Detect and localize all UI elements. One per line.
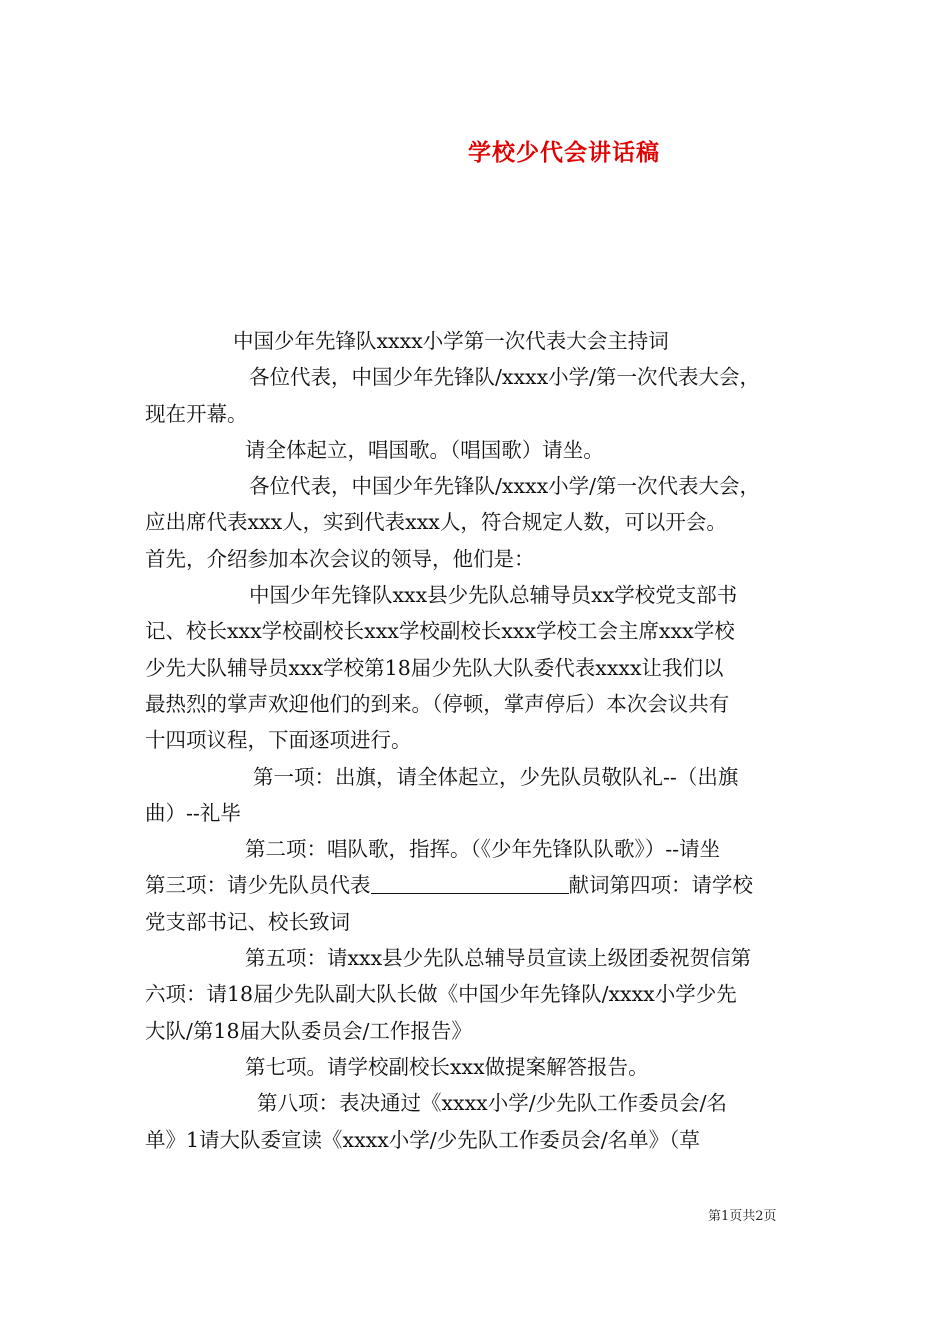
paragraph-line: 最热烈的掌声欢迎他们的到来。（停顿，掌声停后）本次会议共有 xyxy=(145,691,730,716)
line-text: 献词第四项：请学校 xyxy=(568,873,753,898)
paragraph-line: 第五项：请xxx县少先队总辅导员宣读上级团委祝贺信第 xyxy=(245,946,752,971)
line-text: 第三项：请少先队员代表 xyxy=(145,873,371,898)
paragraph-line: 曲）--礼毕 xyxy=(145,800,241,825)
paragraph-line: 各位代表，中国少年先锋队/xxxx小学/第一次代表大会， xyxy=(249,474,761,499)
paragraph-line: 应出席代表xxx人，实到代表xxx人，符合规定人数，可以开会。 xyxy=(145,510,727,535)
paragraph-line: 第七项。请学校副校长xxx做提案解答报告。 xyxy=(245,1054,649,1079)
paragraph-line: 请全体起立，唱国歌。（唱国歌）请坐。 xyxy=(245,437,604,462)
paragraph-line: 党支部书记、校长致词 xyxy=(145,909,350,934)
paragraph-line: 第二项：唱队歌，指挥。（《少年先锋队队歌》）--请坐 xyxy=(245,837,721,862)
paragraph-line: 第一项：出旗，请全体起立，少先队员敬队礼--（出旗 xyxy=(253,764,739,789)
paragraph-line: 单》1请大队委宣读《xxxx小学/少先队工作委员会/名单》（草 xyxy=(145,1127,700,1152)
paragraph-line: 大队/第18届大队委员会/工作报告》 xyxy=(145,1018,472,1043)
paragraph-line: 十四项议程，下面逐项进行。 xyxy=(145,728,412,753)
paragraph-line: 各位代表，中国少年先锋队/xxxx小学/第一次代表大会， xyxy=(249,365,761,390)
document-title: 学校少代会讲话稿 xyxy=(468,139,660,166)
paragraph-line: 六项：请18届少先队副大队长做《中国少年先锋队/xxxx小学少先 xyxy=(145,982,737,1007)
paragraph-line-with-blank xyxy=(145,867,810,903)
page-number: 第1页共2页 xyxy=(708,1209,777,1224)
paragraph-line: 少先大队辅导员xxx学校第18届少先队大队委代表xxxx让我们以 xyxy=(145,655,724,680)
fill-in-blank xyxy=(371,873,569,895)
document-body xyxy=(145,323,810,1158)
paragraph-line: 记、校长xxx学校副校长xxx学校副校长xxx学校工会主席xxx学校 xyxy=(145,619,735,644)
paragraph-line: 首先，介绍参加本次会议的领导，他们是： xyxy=(145,546,535,571)
paragraph-line: 现在开幕。 xyxy=(145,401,248,426)
paragraph-line: 中国少年先锋队xxxx小学第一次代表大会主持词 xyxy=(233,329,669,353)
paragraph-line: 中国少年先锋队xxx县少先队总辅导员xx学校党支部书 xyxy=(249,583,738,608)
paragraph-line: 第八项：表决通过《xxxx小学/少先队工作委员会/名 xyxy=(257,1091,728,1116)
